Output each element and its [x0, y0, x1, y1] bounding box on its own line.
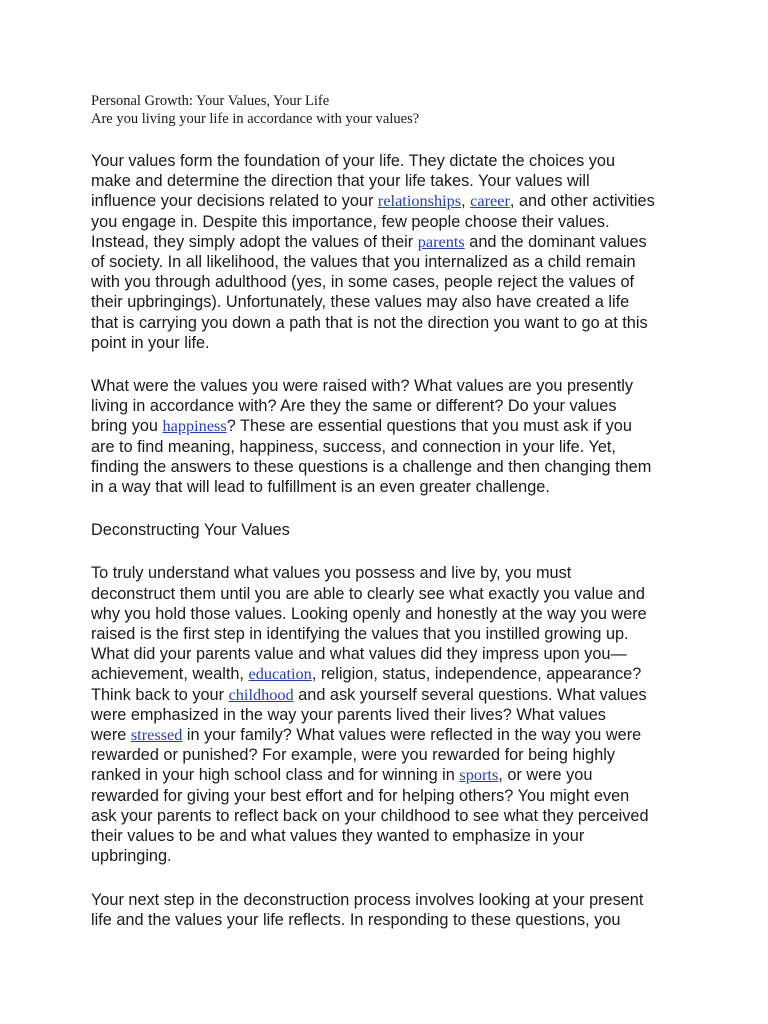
section-heading-text: Deconstructing Your Values: [91, 521, 290, 540]
text-fragment: ? These are essential questions that you must ask if you: [226, 417, 632, 436]
text-line: Your values form the foundation of your life. They dictate the choices you: [91, 152, 616, 170]
text-line: [91, 765, 691, 785]
text-fragment: bring you: [91, 417, 163, 436]
document-subtitle: Are you living your life in accordance with your values?: [91, 111, 420, 127]
text-line: rewarded for giving your best effort and for helping others? You might even: [91, 786, 630, 805]
text-line: What did your parents value and what values did they impress upon you—: [91, 645, 627, 664]
link-education[interactable]: education: [248, 664, 312, 684]
text-line: with you through adulthood (yes, in some cases, people reject the values of: [91, 273, 635, 292]
link-sports[interactable]: sports: [459, 765, 499, 785]
text-line: living in accordance with? Are they the same or different? Do your values: [91, 397, 617, 416]
document-page: [91, 92, 691, 930]
paragraph-2: [91, 376, 691, 497]
text-fragment: achievement, wealth,: [91, 665, 249, 684]
text-fragment: were: [91, 726, 131, 745]
text-line: that is carrying you down a path that is not the direction you want to go at this: [91, 313, 648, 332]
text-line: deconstruct them until you are able to clearly see what exactly you value and: [91, 584, 645, 603]
text-fragment: , or were you: [498, 766, 593, 785]
text-line: raised is the first step in identifying the values that you instilled growing up.: [91, 625, 629, 644]
text-fragment: Instead, they simply adopt the values of their: [91, 232, 418, 251]
link-career[interactable]: career: [470, 191, 510, 211]
text-line: ask your parents to reflect back on your childhood to see what they perceived: [91, 806, 649, 825]
text-line: you engage in. Despite this importance, few people choose their values.: [91, 212, 610, 231]
text-fragment: and ask yourself several questions. What values: [293, 685, 647, 704]
link-parents[interactable]: parents: [417, 231, 465, 251]
text-line: were emphasized in the way your parents lived their lives? What values: [91, 705, 606, 724]
paragraph-1: [91, 151, 691, 353]
text-fragment: ,: [461, 192, 471, 211]
text-line: their upbringings). Unfortunately, these values may also have created a life: [91, 293, 630, 312]
text-line: To truly understand what values you possess and live by, you must: [91, 564, 572, 583]
text-fragment: and the dominant values: [464, 232, 647, 251]
text-line: rewarded or punished? For example, were you rewarded for being highly: [91, 746, 616, 765]
text-line: Your next step in the deconstruction process involves looking at your present: [91, 890, 644, 909]
text-fragment: in your family? What values were reflected in the way you were: [182, 726, 642, 745]
text-line: [91, 685, 691, 705]
text-fragment: influence your decisions related to your: [91, 192, 378, 211]
text-line: make and determine the direction that your life takes. Your values will: [91, 172, 590, 191]
text-line: of society. In all likelihood, the values that you internalized as a child remain: [91, 253, 636, 272]
text-line: [91, 416, 691, 436]
section-heading: [91, 520, 691, 540]
text-fragment: , and other activities: [509, 192, 655, 211]
text-line: [91, 664, 691, 684]
text-line: life and the values your life reflects. In responding to these questions, you: [91, 910, 621, 929]
document-title: Personal Growth: Your Values, Your Life: [91, 93, 330, 109]
paragraph-4: [91, 890, 691, 930]
text-line: upbringing.: [91, 847, 172, 866]
text-line: finding the answers to these questions is a challenge and then changing them: [91, 457, 652, 476]
text-fragment: ranked in your high school class and for winning in: [91, 766, 460, 785]
text-line: in a way that will lead to fulfillment is an even greater challenge.: [91, 478, 550, 497]
link-happiness[interactable]: happiness: [162, 416, 227, 436]
paragraph-3: [91, 563, 691, 866]
text-line: why you hold those values. Looking openly and honestly at the way you were: [91, 604, 647, 623]
text-line: [91, 725, 691, 745]
text-fragment: Think back to your: [91, 685, 229, 704]
link-relationships[interactable]: relationships: [377, 191, 462, 211]
text-line: their values to be and what values they wanted to emphasize in your: [91, 827, 585, 846]
text-line: point in your life.: [91, 333, 210, 352]
text-line: [91, 232, 691, 252]
text-line: What were the values you were raised with? What values are you presently: [91, 377, 634, 396]
link-stressed[interactable]: stressed: [130, 725, 183, 745]
text-line: are to find meaning, happiness, success, and connection in your life. Yet,: [91, 437, 616, 456]
link-childhood[interactable]: childhood: [228, 684, 294, 704]
text-line: [91, 191, 691, 211]
text-fragment: , religion, status, independence, appearance?: [311, 665, 642, 684]
